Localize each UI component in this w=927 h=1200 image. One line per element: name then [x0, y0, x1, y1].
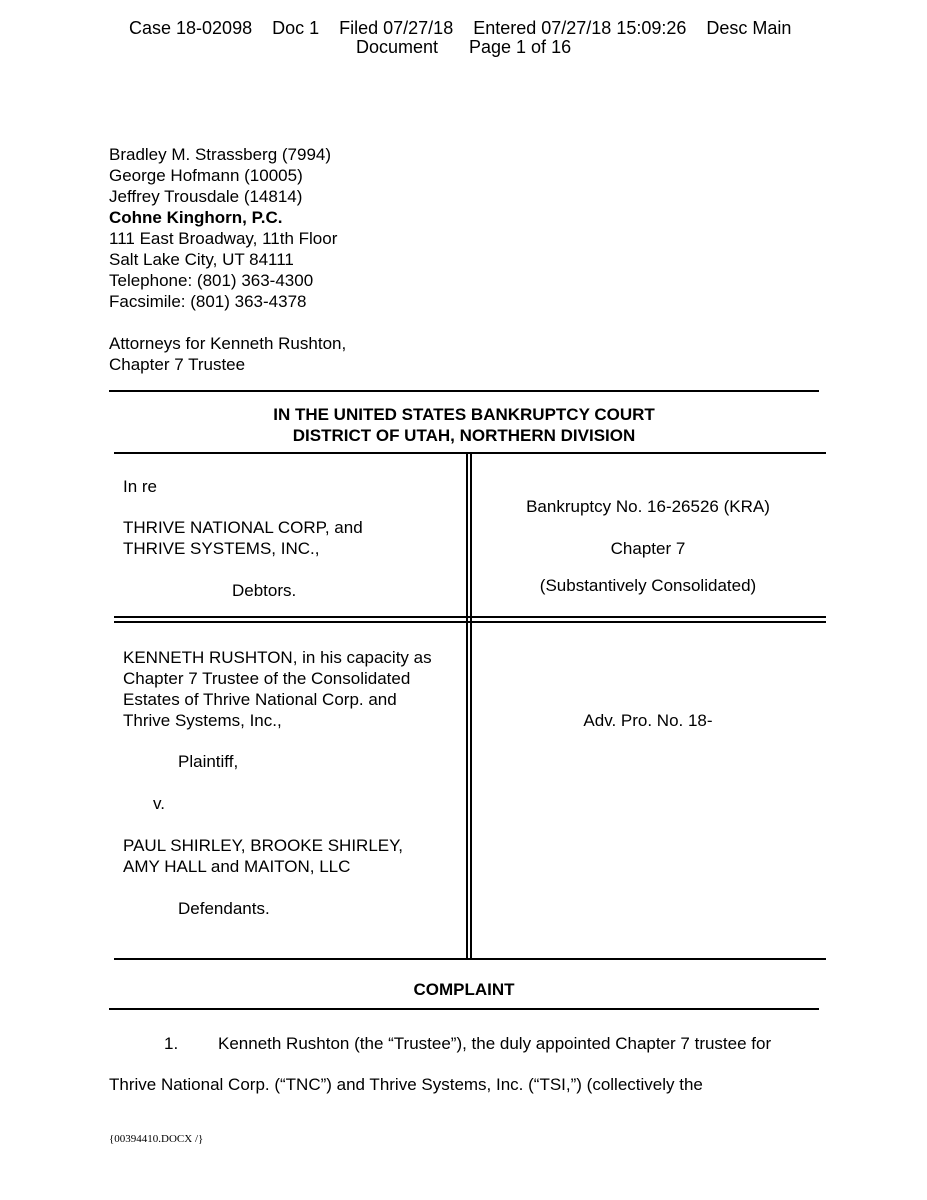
divider-top	[109, 390, 819, 392]
plaintiff-desc-1: KENNETH RUSHTON, in his capacity as	[123, 648, 432, 667]
caption-mid-line-b	[114, 621, 826, 623]
plaintiff-desc-3: Estates of Thrive National Corp. and	[123, 690, 397, 709]
adversary-proceeding-number: Adv. Pro. No. 18-	[583, 711, 713, 730]
attorneys-for-line2: Chapter 7 Trustee	[109, 355, 246, 374]
court-name-line1: IN THE UNITED STATES BANKRUPTCY COURT	[273, 405, 655, 424]
paragraph-number: 1.	[164, 1034, 179, 1053]
defendants-label: Defendants.	[178, 899, 270, 918]
plaintiff-desc-2: Chapter 7 Trustee of the Consolidated	[123, 669, 411, 688]
complaint-title: COMPLAINT	[413, 980, 515, 999]
paragraph-line1: Kenneth Rushton (the “Trustee”), the duly appointed Chapter 7 trustee for	[218, 1034, 772, 1053]
attorney-name-2: George Hofmann (10005)	[109, 166, 303, 185]
plaintiff-label: Plaintiff,	[178, 752, 239, 771]
defendant-names-2: AMY HALL and MAITON, LLC	[123, 857, 351, 876]
attorney-name-1: Bradley M. Strassberg (7994)	[109, 145, 332, 164]
plaintiff-desc-4: Thrive Systems, Inc.,	[123, 711, 282, 730]
consolidation-note: (Substantively Consolidated)	[539, 576, 757, 595]
versus-label: v.	[153, 794, 165, 813]
caption-bottom-line	[114, 958, 826, 960]
debtor-name-1: THRIVE NATIONAL CORP, and	[123, 518, 363, 537]
court-name-line2: DISTRICT OF UTAH, NORTHERN DIVISION	[292, 426, 636, 445]
debtors-label: Debtors.	[232, 581, 297, 600]
caption-center-line-a	[466, 452, 468, 960]
firm-address-line1: 111 East Broadway, 11th Floor	[109, 229, 338, 248]
attorney-name-3: Jeffrey Trousdale (14814)	[109, 187, 303, 206]
caption-center-line-b	[470, 452, 472, 960]
chapter-label: Chapter 7	[610, 539, 686, 558]
caption-mid-line-a	[114, 616, 826, 618]
filing-header-page: Page 1 of 16	[469, 37, 572, 57]
firm-telephone: Telephone: (801) 363-4300	[109, 271, 314, 290]
firm-facsimile: Facsimile: (801) 363-4378	[109, 292, 307, 311]
bankruptcy-number: Bankruptcy No. 16-26526 (KRA)	[526, 497, 770, 516]
document-id-footer: {00394410.DOCX /}	[109, 1133, 204, 1145]
defendant-names-1: PAUL SHIRLEY, BROOKE SHIRLEY,	[123, 836, 403, 855]
paragraph-line2: Thrive National Corp. (“TNC”) and Thrive Systems, Inc. (“TSI,”) (collectively the	[109, 1075, 703, 1094]
attorneys-for-line1: Attorneys for Kenneth Rushton,	[109, 334, 347, 353]
filing-header-document: Document	[356, 37, 439, 57]
in-re-label: In re	[123, 477, 158, 496]
law-firm-name: Cohne Kinghorn, P.C.	[109, 208, 283, 227]
filing-header-line1: Case 18-02098 Doc 1 Filed 07/27/18 Entered 07/27/18 15:09:26 Desc Main	[129, 18, 792, 38]
debtor-name-2: THRIVE SYSTEMS, INC.,	[123, 539, 320, 558]
complaint-divider	[109, 1008, 819, 1010]
firm-address-line2: Salt Lake City, UT 84111	[109, 250, 294, 269]
